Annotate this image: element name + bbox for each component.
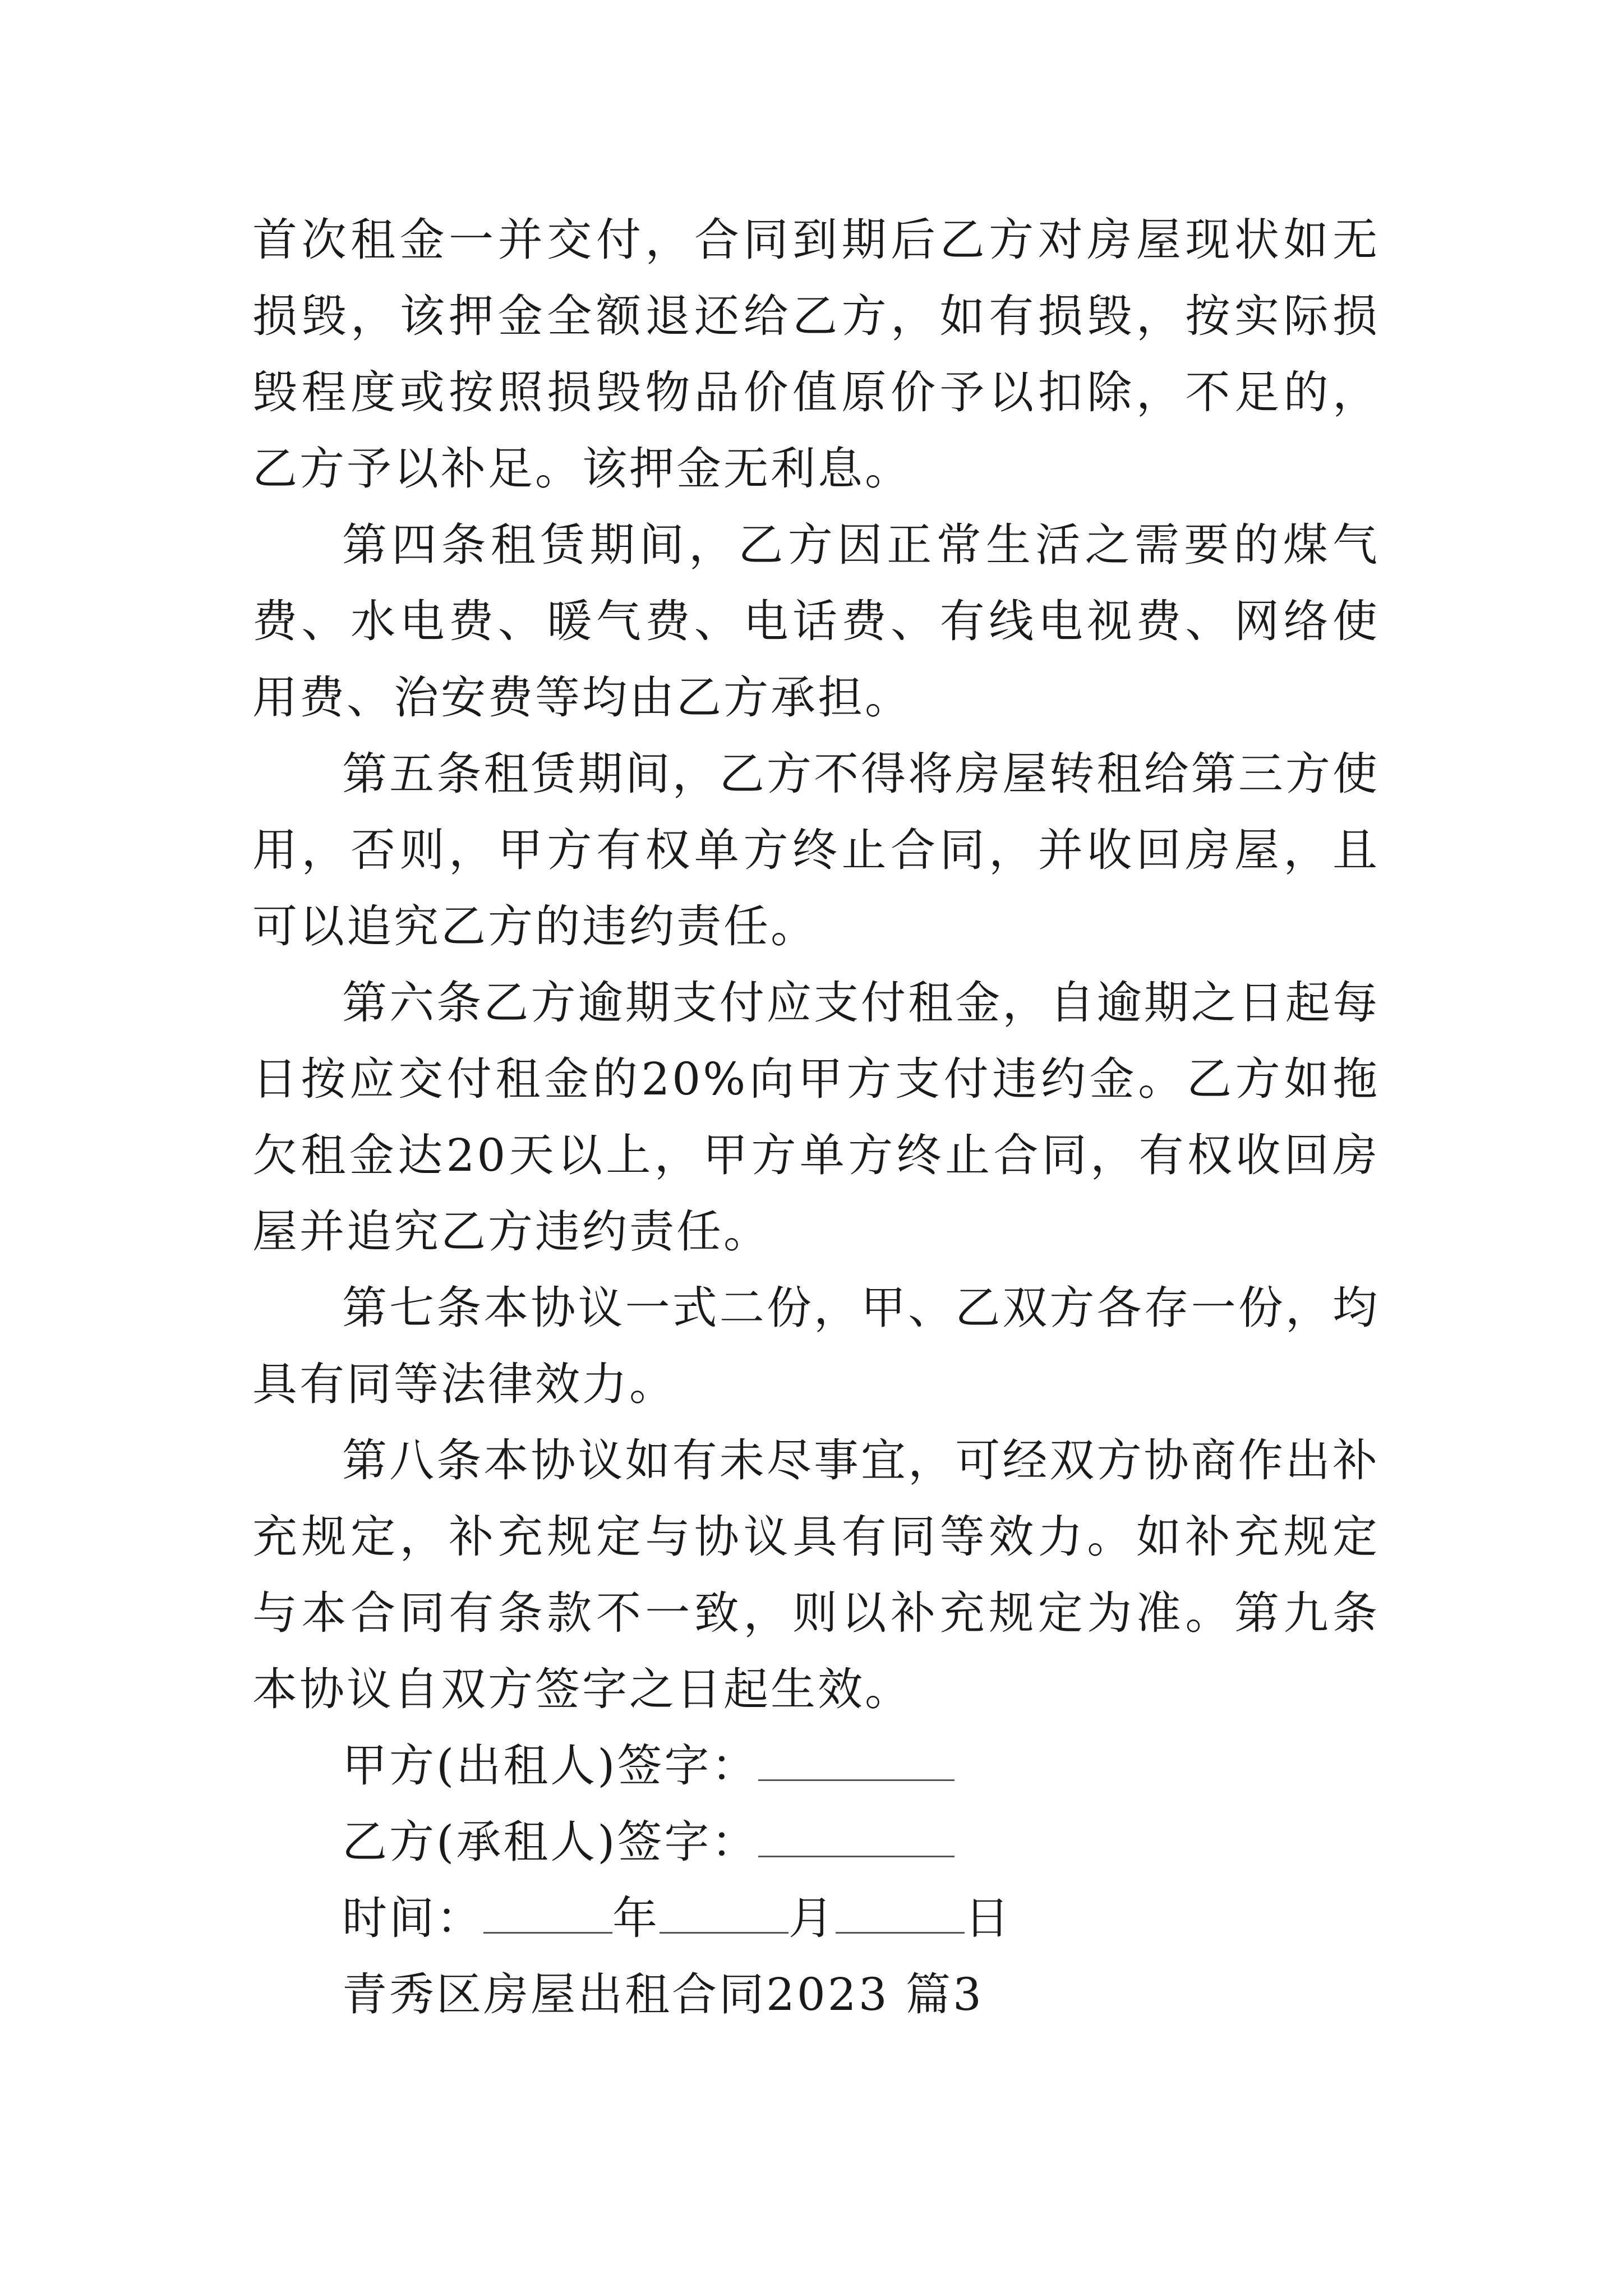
document-page — [252, 202, 1380, 2033]
party-a-label: 甲方(出租人)签字： — [342, 1740, 759, 1792]
day-label: 日 — [965, 1892, 1012, 1944]
party-b-label: 乙方(承租人)签字： — [342, 1816, 759, 1868]
paragraph-deposit: 首次租金一并交付，合同到期后乙方对房屋现状如无损毁，该押金全额退还给乙方，如有损毁，按实际损毁程度或按照损毁物品价值原价予以扣除，不足的，乙方予以补足。该押金无利息。 — [252, 214, 1380, 495]
paragraph-article-7: 第七条本协议一式二份，甲、乙双方各存一份，均具有同等法律效力。 — [252, 1282, 1380, 1410]
date-line — [252, 1880, 1380, 1957]
paragraph-article-4: 第四条租赁期间，乙方因正常生活之需要的煤气费、水电费、暖气费、电话费、有线电视费、网络使用费、治安费等均由乙方承担。 — [252, 519, 1380, 724]
paragraph-article-8: 第八条本协议如有未尽事宜，可经双方协商作出补充规定，补充规定与协议具有同等效力。如补充规定与本合同有条款不一致，则以补充规定为准。第九条本协议自双方签字之日起生效。 — [252, 1434, 1380, 1715]
time-label: 时间： — [342, 1892, 483, 1944]
paragraph-article-5: 第五条租赁期间，乙方不得将房屋转租给第三方使用，否则，甲方有权单方终止合同，并收回房屋，且可以追究乙方的违约责任。 — [252, 748, 1380, 953]
paragraph-article-6: 第六条乙方逾期支付应支付租金，自逾期之日起每日按应交付租金的20%向甲方支付违约金。乙方如拖欠租金达20天以上，甲方单方终止合同，有权收回房屋并追究乙方违约责任。 — [252, 977, 1380, 1258]
party-b-signature-line — [252, 1804, 1380, 1880]
year-blank — [483, 1898, 612, 1934]
day-blank — [836, 1898, 965, 1934]
party-a-signature-blank — [758, 1746, 955, 1781]
party-a-signature-line — [252, 1728, 1380, 1804]
next-section-title: 青秀区房屋出租合同2023 篇3 — [342, 1968, 984, 2021]
month-blank — [660, 1898, 789, 1934]
month-label: 月 — [789, 1892, 836, 1944]
party-b-signature-blank — [758, 1822, 955, 1857]
year-label: 年 — [612, 1892, 660, 1944]
